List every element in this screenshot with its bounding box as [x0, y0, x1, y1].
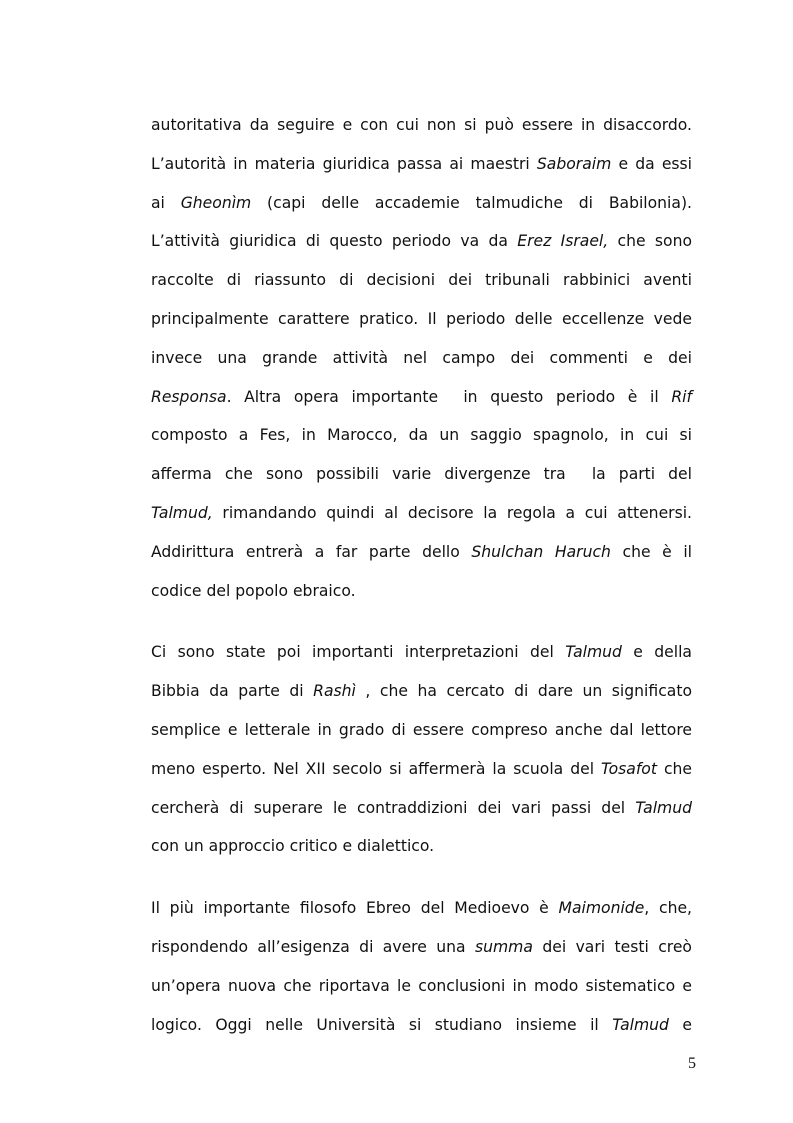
text-line — [151, 222, 692, 261]
text-run: codice del popolo ebraico. — [151, 581, 356, 600]
paragraph — [151, 889, 692, 1044]
text-run: , che ha cercato di dare un significato — [355, 682, 692, 701]
text-line — [151, 572, 692, 611]
text-run: Addirittura entrerà a far parte dello — [151, 542, 472, 561]
text-line — [151, 789, 692, 828]
paragraph — [151, 633, 692, 866]
text-run: che è il — [610, 542, 692, 561]
italic-term: Tosafot — [601, 759, 657, 778]
text-line — [151, 750, 692, 789]
text-run: , che, — [644, 899, 692, 918]
text-run: ai — [151, 193, 181, 212]
italic-term: Rif — [671, 387, 692, 406]
text-line — [151, 672, 692, 711]
text-line — [151, 184, 692, 223]
text-run: e — [668, 1015, 692, 1034]
italic-term: Gheonìm — [180, 193, 252, 212]
text-line — [151, 711, 692, 750]
paragraph — [151, 106, 692, 610]
text-line — [151, 928, 692, 967]
text-line — [151, 1006, 692, 1045]
text-line — [151, 827, 692, 866]
text-line — [151, 261, 692, 300]
text-line — [151, 533, 692, 572]
text-run: cercherà di superare le contraddizioni dei vari passi del — [151, 798, 636, 817]
italic-term: Maimonide — [558, 899, 645, 918]
text-line — [151, 145, 692, 184]
text-run: . Altra opera importante in questo periodo è il — [226, 387, 672, 406]
text-run: logico. Oggi nelle Università si studiano insieme il — [151, 1015, 613, 1034]
italic-term: Talmud — [565, 643, 622, 662]
italic-term: Saboraim — [536, 154, 612, 173]
text-run: meno esperto. Nel XII secolo si affermerà la scuola del — [151, 759, 601, 778]
text-line — [151, 494, 692, 533]
text-line — [151, 106, 692, 145]
text-run: raccolte di riassunto di decisioni dei tribunali rabbinici aventi — [151, 271, 692, 290]
text-run: un’opera nuova che riportava le conclusioni in modo sistematico e — [151, 976, 692, 995]
text-run: Il più importante filosofo Ebreo del Medioevo è — [151, 899, 559, 918]
text-line — [151, 339, 692, 378]
text-line — [151, 416, 692, 455]
text-run: che sono — [608, 232, 692, 251]
text-line — [151, 967, 692, 1006]
italic-term: Talmud — [612, 1015, 669, 1034]
text-run: invece una grande attività nel campo dei commenti e dei — [151, 348, 692, 367]
paragraph-container — [151, 106, 692, 1044]
text-run: principalmente carattere pratico. Il periodo delle eccellenze vede — [151, 309, 692, 328]
text-line — [151, 378, 692, 417]
italic-term: summa — [474, 937, 533, 956]
text-run: Bibbia da parte di — [151, 682, 314, 701]
italic-term: Shulchan Haruch — [471, 542, 611, 561]
page-body — [151, 106, 692, 1067]
text-run: (capi delle accademie talmudiche di Babilonia). — [251, 193, 692, 212]
italic-term: Talmud, — [151, 503, 213, 522]
text-run: autoritativa da seguire e con cui non si può essere in disaccordo. — [151, 116, 692, 134]
text-line — [151, 455, 692, 494]
text-run: rimandando quindi al decisore la regola a cui attenersi. — [212, 503, 692, 522]
italic-term: Responsa — [151, 387, 227, 406]
text-line — [151, 889, 692, 928]
italic-term: Talmud — [635, 798, 692, 817]
text-line — [151, 300, 692, 339]
text-run: Ci sono state poi importanti interpretazioni del — [151, 643, 566, 662]
text-run: composto a Fes, in Marocco, da un saggio spagnolo, in cui si — [151, 426, 692, 445]
italic-term: Rashì — [313, 682, 356, 701]
text-run: semplice e letterale in grado di essere compreso anche dal lettore — [151, 720, 692, 739]
page-number: 5 — [688, 1055, 696, 1072]
text-run: L’autorità in materia giuridica passa ai maestri — [151, 154, 537, 173]
text-run: che — [656, 759, 692, 778]
italic-term: Erez Israel, — [517, 232, 609, 251]
text-run: dei vari testi creò — [532, 937, 692, 956]
text-run: L’attività giuridica di questo periodo va da — [151, 232, 518, 251]
text-run: rispondendo all’esigenza di avere una — [151, 937, 475, 956]
text-run: e da essi — [611, 154, 692, 173]
text-run: con un approccio critico e dialettico. — [151, 837, 435, 856]
text-run: afferma che sono possibili varie divergenze tra la parti del — [151, 465, 692, 484]
text-run: e della — [621, 643, 692, 662]
text-line — [151, 633, 692, 672]
